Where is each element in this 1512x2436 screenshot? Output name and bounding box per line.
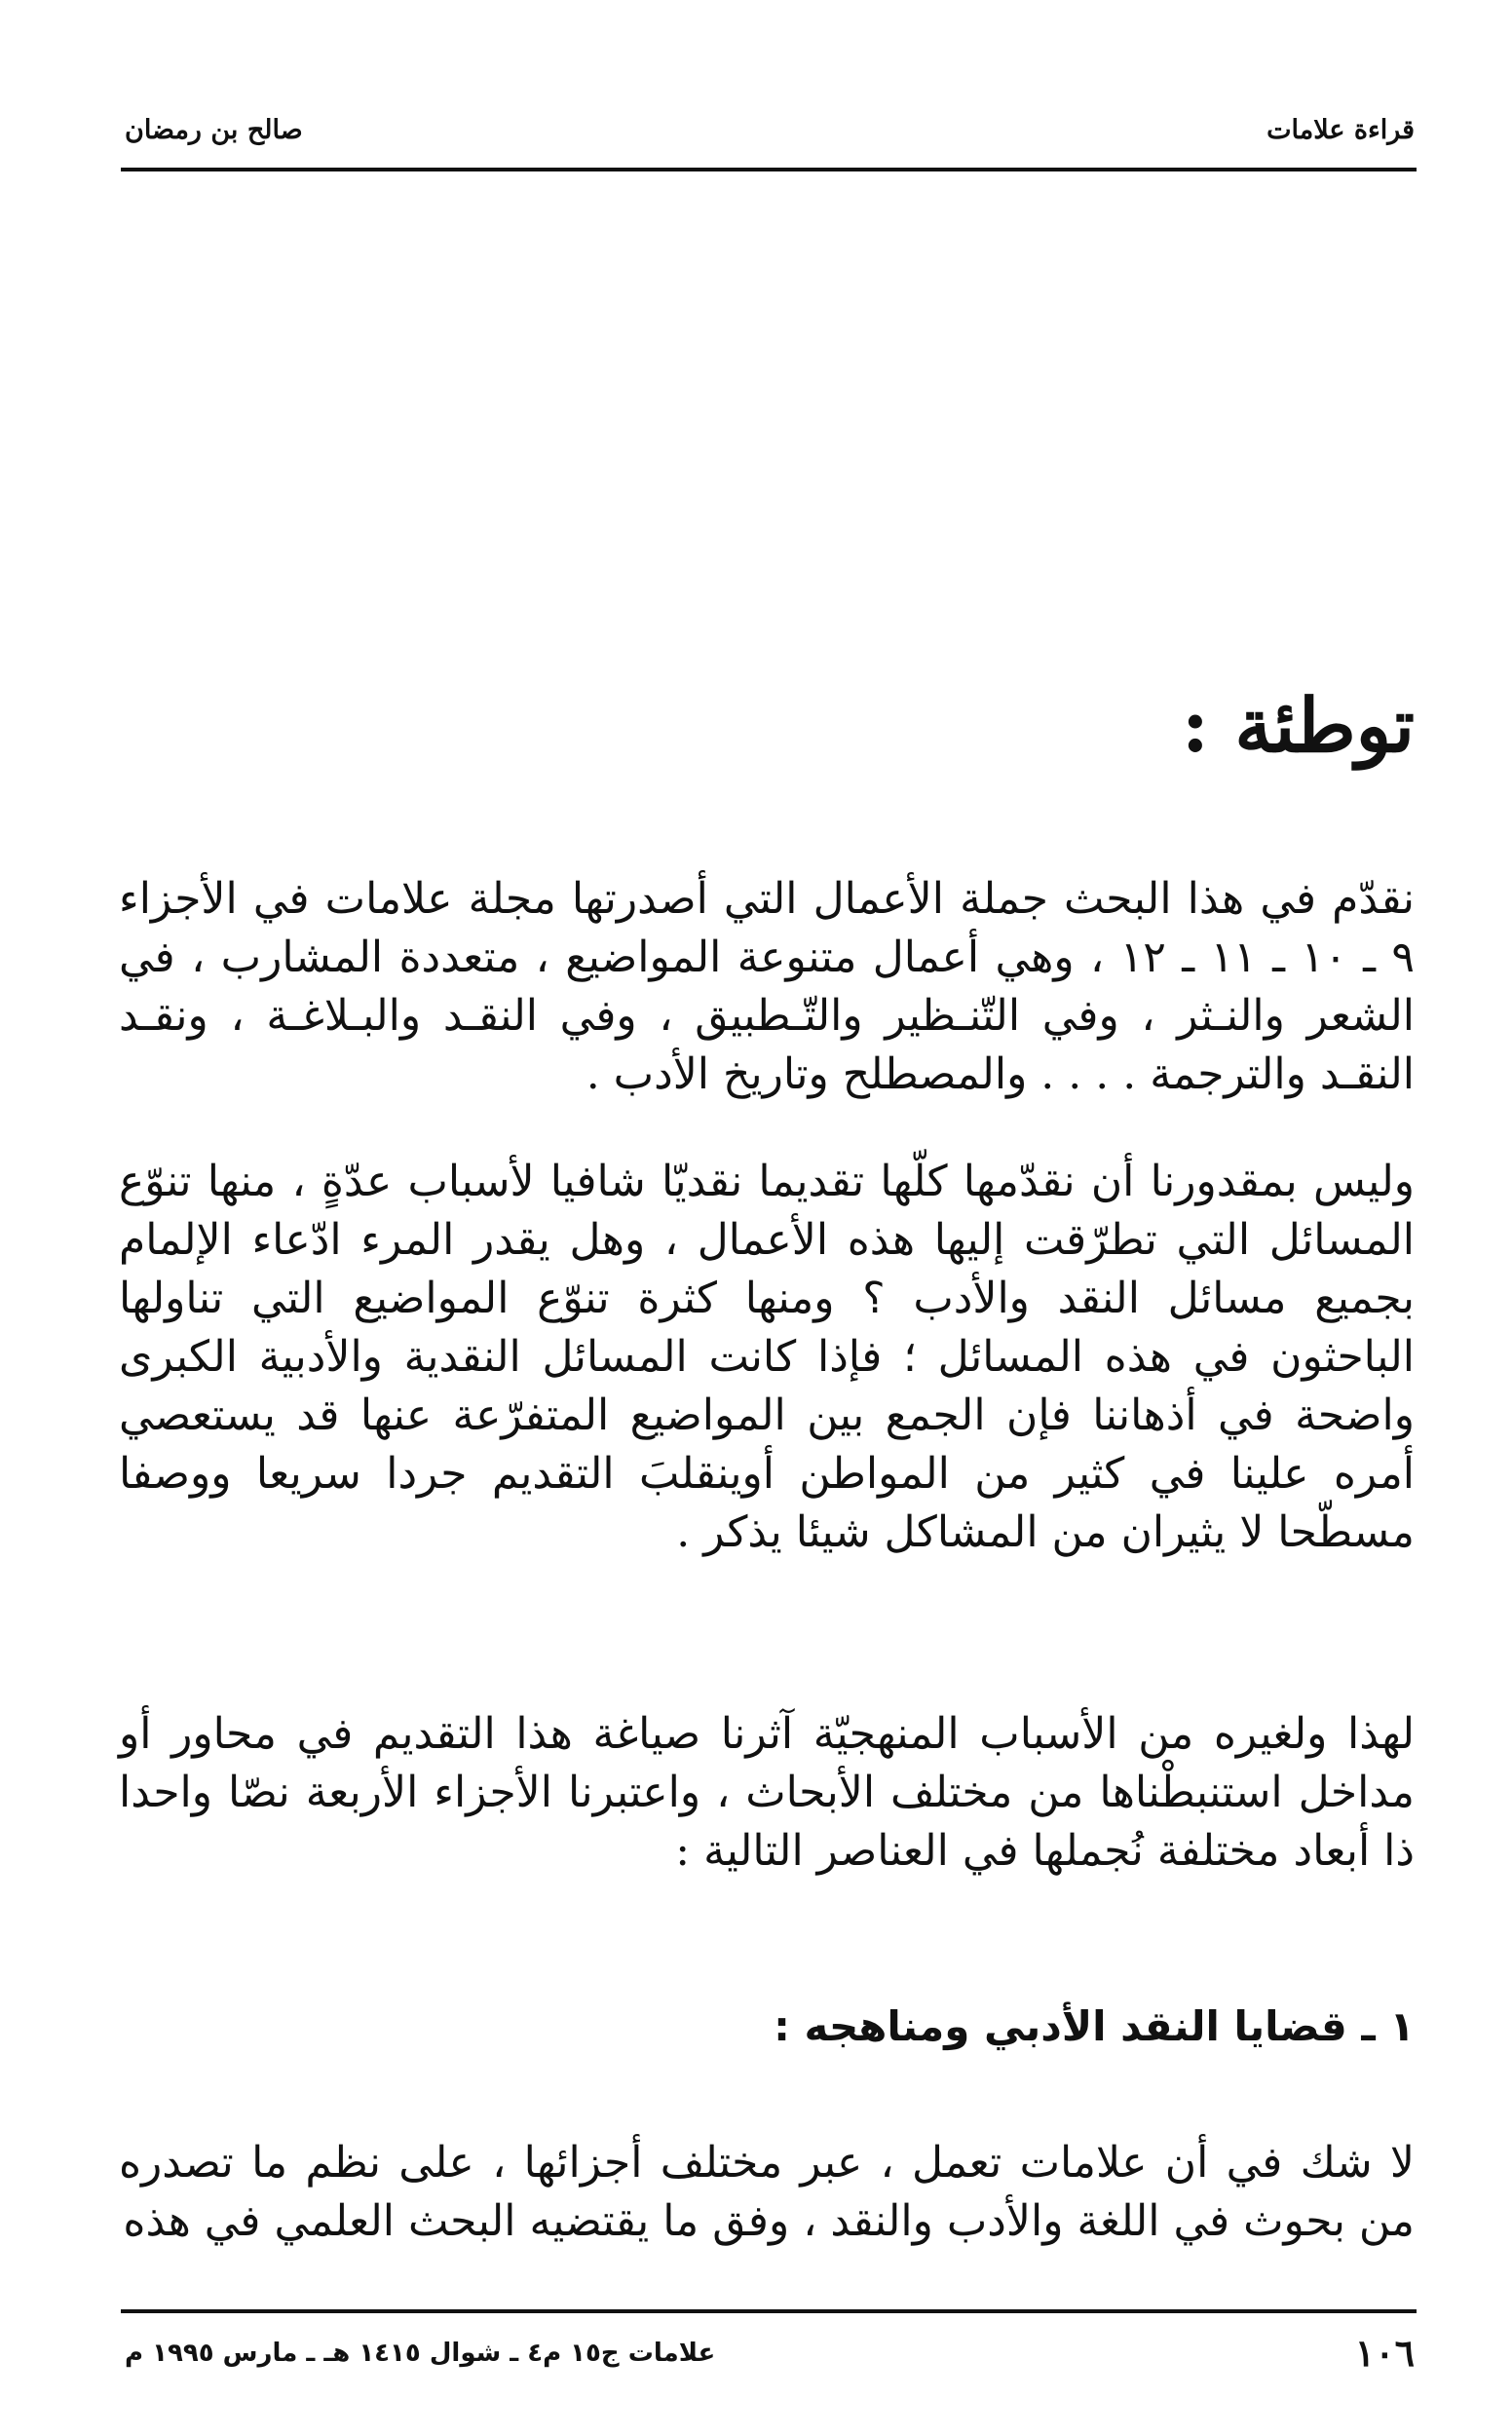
body-paragraph-2: وليس بمقدورنا أن نقدّمها كلّها تقديما نقديّا شافيا لأسباب عدّةٍ ، منها تنوّع المسائل التي تطرّقت إليها هذه الأعمال ، وهل يقدر المرء ادّعاء الإلمام بجميع مسائل النقد والأدب ؟ ومنها كثرة تنوّع المواضيع التي تناولها الباحثون في هذه المسائل ؛ فإذا كانت المسائل النقدية والأدبية الكبرى واضحة في أذهاننا فإن الجمع بين المواضيع المتفرّعة عنها قد يستعصي أمره علينا في كثير من المواطن أوينقلبَ التقديم جردا سريعا ووصفا مسطّحا لا يثيران من المشاكل شيئا يذكر .: [119, 1157, 1415, 1557]
running-header-author: صالح بن رمضان: [125, 115, 303, 145]
body-paragraph-1: نقدّم في هذا البحث جملة الأعمال التي أصدرتها مجلة علامات في الأجزاء ٩ ـ ١٠ ـ ١١ ـ ١٢ ، وهي أعمال متنوعة المواضيع ، متعددة المشارب ، في الشعر والنـثر ، وفي التّنـظير والتّـطبيق ، وفي النقـد والبـلاغـة ، ونقـد النقـد والترجمة . . . . والمصطلح وتاريخ الأدب .: [119, 874, 1416, 1099]
section-heading: توطئة :: [1181, 682, 1415, 769]
page-number: ١٠٦: [1354, 2331, 1415, 2375]
footer-rule: [121, 2309, 1417, 2313]
running-header-journal-title: قراءة علامات: [1266, 115, 1415, 145]
header-rule: [121, 168, 1417, 171]
body-paragraph-3: لهذا ولغيره من الأسباب المنهجيّة آثرنا صياغة هذا التقديم في محاور أو مداخل استنبطْناها من مختلف الأبحاث ، واعتبرنا الأجزاء الأربعة نصّا واحدا ذا أبعاد مختلفة نُجملها في العناصر التالية :: [119, 1709, 1415, 1876]
body-paragraph-4: لا شك في أن علامات تعمل ، عبر مختلف أجزائها ، على نظم ما تصدره من بحوث في اللغة والأدب والنقد ، وفق ما يقتضيه البحث العلمي في هذه: [119, 2138, 1415, 2246]
footer-journal-info: علامات ج١٥ م٤ ـ شوال ١٤١٥ هـ ـ مارس ١٩٩٥ م: [125, 2339, 716, 2368]
numbered-subheading: ١ ـ قضايا النقد الأدبي ومناهجه :: [774, 2002, 1415, 2050]
